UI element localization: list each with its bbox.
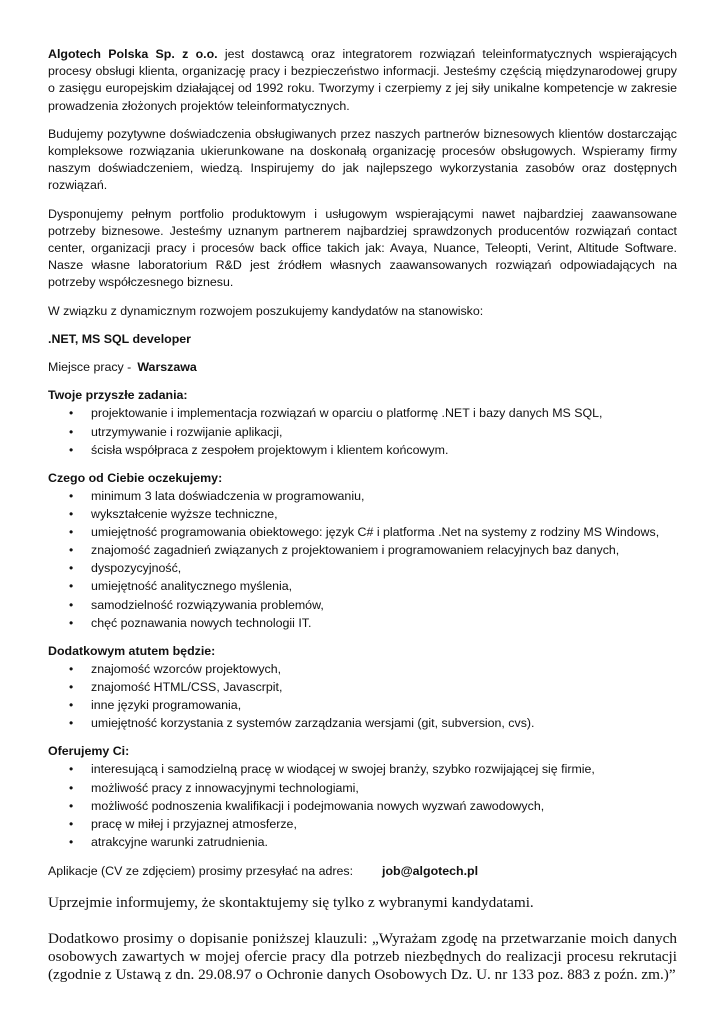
- bullet-icon: •: [69, 543, 74, 558]
- list-item-text: znajomość zagadnień związanych z projektowaniem i programowaniem relacyjnych baz danych,: [91, 543, 620, 558]
- bullet-icon: •: [69, 816, 74, 831]
- list-item: [48, 614, 677, 632]
- work-location: [48, 359, 677, 376]
- list-item: [48, 505, 677, 523]
- list-item-text: ścisła współpraca z zespołem projektowym i klientem końcowym.: [91, 442, 449, 457]
- list-item: [48, 487, 677, 505]
- footer-notes: [48, 894, 677, 983]
- list-item: [48, 797, 677, 815]
- company-intro-text: jest dostawcą oraz integratorem rozwiązań teleinformatycznych wspierających procesy obsługi klienta, organizację pracy i bezpieczeństwo informacji. Jesteśmy częścią międzynarodowej grupy o zasięgu europejskim działającej od 1992 roku. Tworzymy i czerpiemy z jej siły unikalne kompetencje w zakresie prowadzenia złożonych projektów teleinformatycznych.: [48, 47, 678, 113]
- list-item: [48, 660, 677, 678]
- list-item: [48, 577, 677, 595]
- bonus-list: [48, 660, 677, 732]
- bullet-icon: •: [69, 488, 74, 503]
- bullet-icon: •: [69, 615, 74, 630]
- bullet-icon: •: [69, 406, 74, 421]
- application-label: Aplikacje (CV ze zdjęciem) prosimy przesyłać na adres:: [48, 863, 354, 878]
- list-item-text: chęć poznawania nowych technologii IT.: [91, 615, 312, 630]
- list-item: [48, 779, 677, 797]
- bullet-icon: •: [69, 834, 74, 849]
- requirements-heading: Czego od Ciebie oczekujemy:: [48, 470, 223, 485]
- bullet-icon: •: [69, 525, 74, 540]
- bullet-icon: •: [69, 507, 74, 522]
- list-item: [48, 714, 677, 732]
- list-item-text: interesującą i samodzielną pracę w wiodącej w swojej branży, szybko rozwijającej się firmie,: [91, 762, 595, 777]
- list-item-text: możliwość podnoszenia kwalifikacji i podejmowania nowych wyzwań zawodowych,: [91, 798, 545, 813]
- list-item: [48, 760, 677, 778]
- bullet-icon: •: [69, 661, 74, 676]
- list-item: [48, 815, 677, 833]
- application-email: job@algotech.pl: [382, 863, 479, 878]
- list-item: [48, 833, 677, 851]
- bullet-icon: •: [69, 561, 74, 576]
- data-consent-clause: Dodatkowo prosimy o dopisanie poniższej klauzuli: „Wyrażam zgodę na przetwarzanie moich danych osobowych zawartych w mojej ofercie pracy dla potrzeb niezbędnych do realizacji procesu rekrutacji (zgodnie z Ustawą z dn. 29.08.97 o Ochronie danych Osobowych Dz. U. nr 133 poz. 883 z poźn. zm.)”: [48, 929, 677, 983]
- tasks-heading: Twoje przyszłe zadania:: [48, 388, 188, 403]
- bullet-icon: •: [69, 597, 74, 612]
- bullet-icon: •: [69, 798, 74, 813]
- list-item-text: umiejętność programowania obiektowego: język C# i platforma .Net na systemy z rodziny MS Windows,: [91, 525, 660, 540]
- list-item: [48, 596, 677, 614]
- bullet-icon: •: [69, 698, 74, 713]
- offer-list: [48, 760, 677, 850]
- list-item-text: inne języki programowania,: [91, 698, 242, 713]
- bullet-icon: •: [69, 780, 74, 795]
- bullet-icon: •: [69, 716, 74, 731]
- list-item-text: umiejętność korzystania z systemów zarządzania wersjami (git, subversion, cvs).: [91, 716, 535, 731]
- list-item: [48, 541, 677, 559]
- list-item-text: samodzielność rozwiązywania problemów,: [91, 597, 324, 612]
- bonus-heading: Dodatkowym atutem będzie:: [48, 643, 216, 658]
- bullet-icon: •: [69, 679, 74, 694]
- list-item-text: umiejętność analitycznego myślenia,: [91, 579, 293, 594]
- list-item-text: utrzymywanie i rozwijanie aplikacji,: [91, 424, 283, 439]
- list-item-text: znajomość HTML/CSS, Javascrpit,: [91, 679, 283, 694]
- recruitment-intro-paragraph: W związku z dynamicznym rozwojem poszukujemy kandydatów na stanowisko:: [48, 303, 484, 318]
- experience-paragraph: Budujemy pozytywne doświadczenia obsługiwanych przez naszych partnerów biznesowych klientów dostarczając kompleksowe rozwiązania ukierunkowane na doskonałą organizację procesów obsługowych. Wspieramy firmy naszym doświadczeniem, wiedzą. Inspirujemy do jak najlepszego wykorzystania zasobów oraz dostępnych rozwiązań.: [48, 126, 677, 193]
- contact-notice: Uprzejmie informujemy, że skontaktujemy się tylko z wybranymi kandydatami.: [48, 894, 534, 912]
- list-item: [48, 559, 677, 577]
- list-item: [48, 423, 677, 441]
- bullet-icon: •: [69, 762, 74, 777]
- offer-heading: Oferujemy Ci:: [48, 744, 130, 759]
- bullet-icon: •: [69, 579, 74, 594]
- work-location-city: Warszawa: [137, 360, 197, 375]
- job-offer-document: [48, 46, 677, 1001]
- list-item-text: pracę w miłej i przyjaznej atmosferze,: [91, 816, 297, 831]
- position-title: .NET, MS SQL developer: [48, 331, 191, 346]
- list-item-text: projektowanie i implementacja rozwiązań w oparciu o platformę .NET i bazy danych MS SQL,: [91, 406, 603, 421]
- company-name: Algotech Polska Sp. z o.o.: [48, 47, 218, 61]
- list-item-text: możliwość pracy z innowacyjnymi technologiami,: [91, 780, 359, 795]
- list-item-text: dyspozycyjność,: [91, 561, 182, 576]
- work-location-label: Miejsce pracy -: [48, 360, 132, 375]
- tasks-list: [48, 404, 677, 458]
- list-item-text: znajomość wzorców projektowych,: [91, 661, 282, 676]
- requirements-list: [48, 487, 677, 632]
- list-item: [48, 404, 677, 422]
- list-item-text: atrakcyjne warunki zatrudnienia.: [91, 834, 269, 849]
- bullet-icon: •: [69, 442, 74, 457]
- application-line: [48, 863, 677, 880]
- list-item: [48, 523, 677, 541]
- list-item: [48, 678, 677, 696]
- list-item: [48, 696, 677, 714]
- company-intro-paragraph: [48, 46, 677, 115]
- list-item-text: wykształcenie wyższe techniczne,: [91, 507, 278, 522]
- list-item-text: minimum 3 lata doświadczenia w programowaniu,: [91, 488, 365, 503]
- list-item: [48, 441, 677, 459]
- bullet-icon: •: [69, 424, 74, 439]
- portfolio-paragraph: Dysponujemy pełnym portfolio produktowym i usługowym wspierającymi nawet najbardziej zaawansowane potrzeby biznesowe. Jesteśmy uznanym partnerem najbardziej sprawdzonych producentów rozwiązań contact center, organizacji pracy i procesów back office takich jak: Avaya, Nuance, Teleopti, Verint, Altitude Software. Nasze własne laboratorium R&D jest źródłem własnych zaawansowanych rozwiązań odpowiadających na potrzeby współczesnego biznesu.: [48, 206, 677, 290]
